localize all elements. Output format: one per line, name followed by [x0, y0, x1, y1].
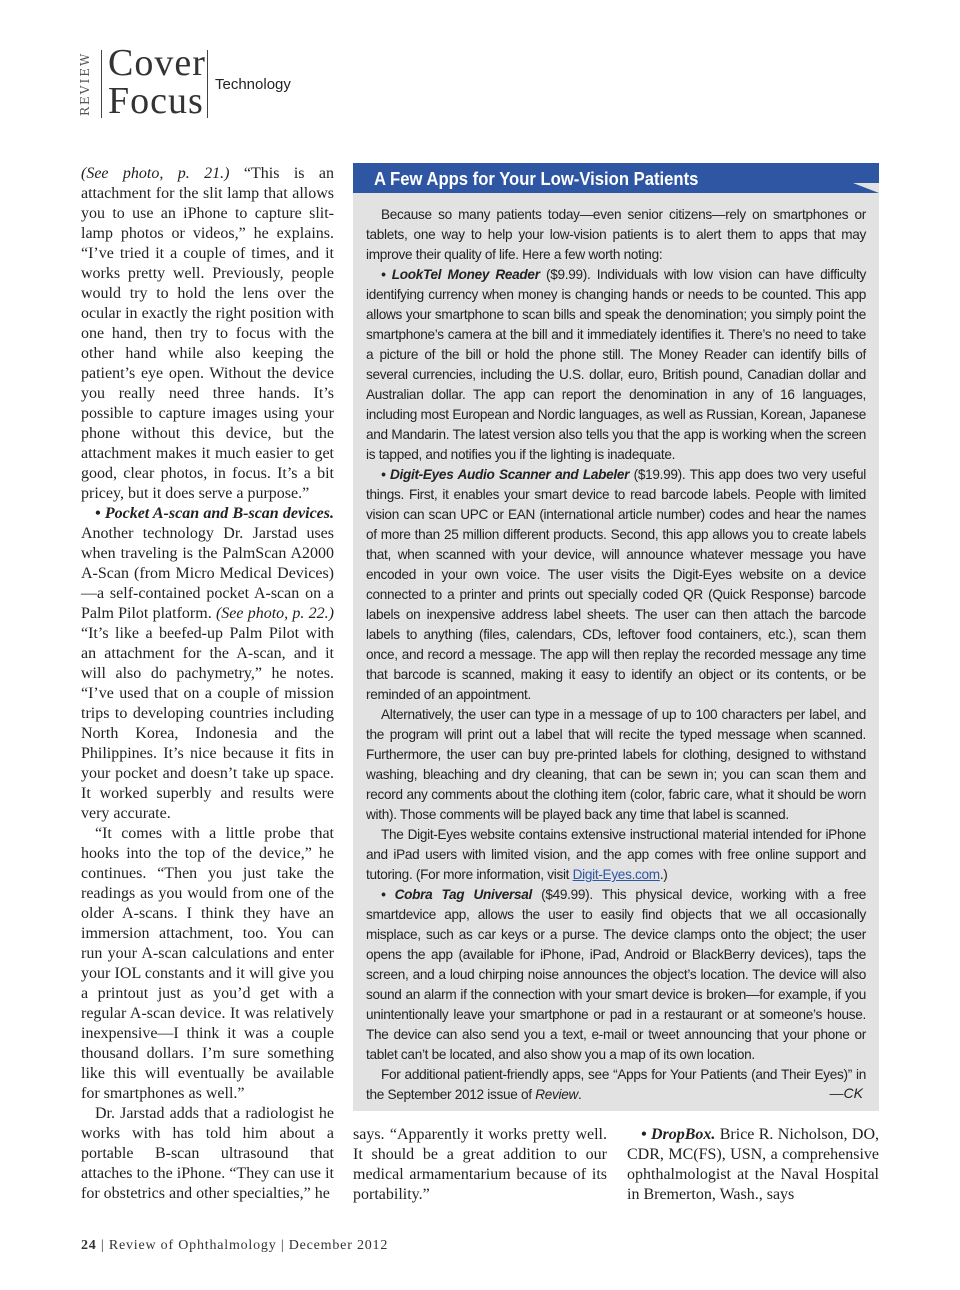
section-title-line1: Cover [108, 42, 206, 84]
paragraph-text: The Digit-Eyes website contains extensive instructional material intended for iPhone and iPad users with limited vision, and the app comes with free online support and tutoring. (For more information, visit [366, 827, 866, 882]
sidebar-title: A Few Apps for Your Low-Vision Patients [374, 168, 699, 189]
sidebar-title-bar [353, 163, 879, 193]
paragraph-text: .) [659, 867, 668, 882]
left-column [81, 164, 334, 1204]
paragraph [627, 1125, 879, 1205]
paragraph-text: . [577, 1087, 582, 1102]
app-name: • LookTel Money Reader [381, 267, 540, 282]
title-bar-notch [853, 183, 879, 193]
paragraph-text: “This is an attachment for the slit lamp that allows you to use an iPhone to capture slit-lamp photos or videos,” he explains. “I’ve tried it a couple of times, and it works pretty well. Previously, people would try to hold the lens over the ocular in exactly the right position with one hand, then try to focus with the other hand while also keeping the patient’s eye open. Without the device you really need three hands. It’s possible to capture images using your phone without this device, but the attachment makes it much easier to get good, clear photos, in focus. It’s a bit pricey, but it does serve a purpose.” [81, 165, 334, 502]
right-column [627, 1125, 879, 1205]
app-description: ($49.99). This physical device, working with a free smartdevice app, allows the user to easily find objects that we all occasionally misplace, such as car keys or a purse. The device clamps onto the object; the user opens the app (available for iPhone, iPad, Android or BlackBerry devices), taps the screen, and a loud chirping noise announces the object’s location. The device will also sound an alarm if the connection with your smart device is broken—for example, if you unintentionally leave your smartphone or pad in a restaurant or at someone’s house. The device can also send you a text, e-mail or tweet announcing that your phone or tablet can’t be located, and also show you a map of its own location. [366, 887, 867, 1062]
paragraph: Alternatively, the user can type in a message of up to 100 characters per label, and the program will print out a label that will recite the typed message when scanned. Furthermore, the user can buy pre-printed labels for clothing, designed to withstand washing, bleaching and dry cleaning, that can be sewn in; you can scan them and record any comments about the clothing item (color, fabric care, what it should be worn with). Those comments will be played back any time that label is scanned. [366, 707, 866, 822]
paragraph: Dr. Jarstad adds that a radiologist he works with has told him about a portable B-scan ultrasound that attaches to the iPhone. “They can use it for obstetrics and other specialties,” he [81, 1105, 334, 1202]
section-title-line2: Focus [108, 80, 204, 122]
page-number: 24 [81, 1238, 97, 1253]
sidebar-box [353, 163, 879, 1111]
footer-separator: | [276, 1238, 289, 1253]
publication-reference: Review [535, 1087, 578, 1102]
header-divider [101, 50, 102, 118]
photo-reference: (See photo, p. 22.) [215, 605, 334, 622]
app-entry-digit-eyes [366, 465, 866, 705]
paragraph: “It comes with a little probe that hooks into the top of the device,” he continues. “Then you just take the readings as you would from one of the older A-scans. I think they have an immersion attachment, too. You can run your A-scan calculations and enter your IOL constants and it will give you a printout just as you’d get with a regular A-scan device. It was relatively inexpensive—I think it was a couple thousand dollars. I’m sure something like this will eventually be available for smartphones as well.” [81, 825, 334, 1102]
publication-name: Review of Ophthalmology [108, 1238, 277, 1253]
paragraph-text: For additional patient-friendly apps, see “Apps for Your Patients (and Their Eyes)” in the September 2012 issue of [366, 1067, 866, 1102]
review-label: REVIEW [78, 51, 92, 117]
closing-note [366, 1065, 866, 1105]
section-name: Technology [215, 76, 291, 93]
paragraph: says. “Apparently it works pretty well. It should be a great addition to our medical armamentarium because of its portability.” [353, 1126, 607, 1203]
app-description: ($9.99). Individuals with low vision can have difficulty identifying currency when money is changing hands or needs to be counted. This app allows your smartphone to scan bills and speak the denomination; you simply point the smartphone’s camera at the bill and it immediately identifies it. There’s no need to take a picture of the bill or hold the phone still. The Money Reader can identify bills of several currencies, including the U.S. dollar, euro, British pound, Canadian dollar and Australian dollar. The app can report the denomination in any of 16 languages, including most European and Nordic languages, as well as Russian, Korean, Japanese and Mandarin. The latest version also tells you that the app is working when the screen is tapped, and notifies you if the lighting is inadequate. [366, 267, 866, 462]
page-footer [81, 1238, 388, 1254]
digit-eyes-link[interactable]: Digit-Eyes.com [572, 867, 660, 882]
app-name: • Cobra Tag Universal [381, 887, 532, 902]
subhead-pocket-scan: • Pocket A-scan and B-scan devices. [95, 505, 334, 522]
app-entry-looktel [366, 265, 866, 465]
footer-separator: | [96, 1238, 109, 1253]
issue-date: December 2012 [288, 1238, 389, 1253]
photo-reference: (See photo, p. 21.) [81, 165, 230, 182]
paragraph-text: Brice R. Nicholson, DO, CDR, MC(FS), USN, a comprehensive ophthalmologist at the Naval Hospital in Bremerton, Wash., says [627, 1126, 879, 1203]
middle-column [353, 1125, 607, 1205]
subhead-dropbox: • DropBox. [641, 1126, 716, 1143]
paragraph [81, 164, 334, 504]
app-description: ($19.99). This app does two very useful things. First, it enables your smart device to read barcode labels. People with limited vision can scan UPC or EAN (international article number) codes and hear the names of more than 25 million different products. Second, this app allows you to create labels that, when scanned with your device, will announce whatever message you have encoded in your own voice. The user visits the Digit-Eyes website on a device connected to a printer and prints out specially coded QR (Quick Response) barcode labels on inexpensive address label sheets. The user can then attach the barcode labels to anything (files, calendars, CDs, leftover food containers, etc.), scan them once, and record a message. The app will then replay the recorded message any time that barcode is scanned, making it easy to identify an object or its contents, or be reminded of an appointment. [366, 467, 866, 702]
sidebar-intro: Because so many patients today—even senior citizens—rely on smartphones or tablets, one way to help your low-vision patients is to alert them to apps that may improve their quality of life. Here a few worth noting: [366, 207, 866, 262]
paragraph-text: “It’s like a beefed-up Palm Pilot with an attachment for the A-scan, and it will also do pachymetry,” he notes. “I’ve used that on a couple of mission trips to developing countries including North Korea, Indonesia and the Philippines. It’s nice because it fits in your pocket and doesn’t take up space. It worked superbly and results were very accurate. [81, 625, 334, 822]
paragraph-text: Another technology Dr. Jarstad uses when traveling is the PalmScan A2000 A-Scan (from Micro Medical Devices)—a self-contained pocket A-scan on a Palm Pilot platform. [81, 525, 334, 622]
paragraph [366, 825, 866, 885]
sidebar-body [366, 205, 866, 1105]
app-entry-cobra-tag [366, 885, 866, 1065]
header-divider [207, 50, 208, 118]
sidebar-signature: —CK [829, 1085, 863, 1101]
paragraph [81, 504, 334, 824]
app-name: • Digit-Eyes Audio Scanner and Labeler [381, 467, 630, 482]
